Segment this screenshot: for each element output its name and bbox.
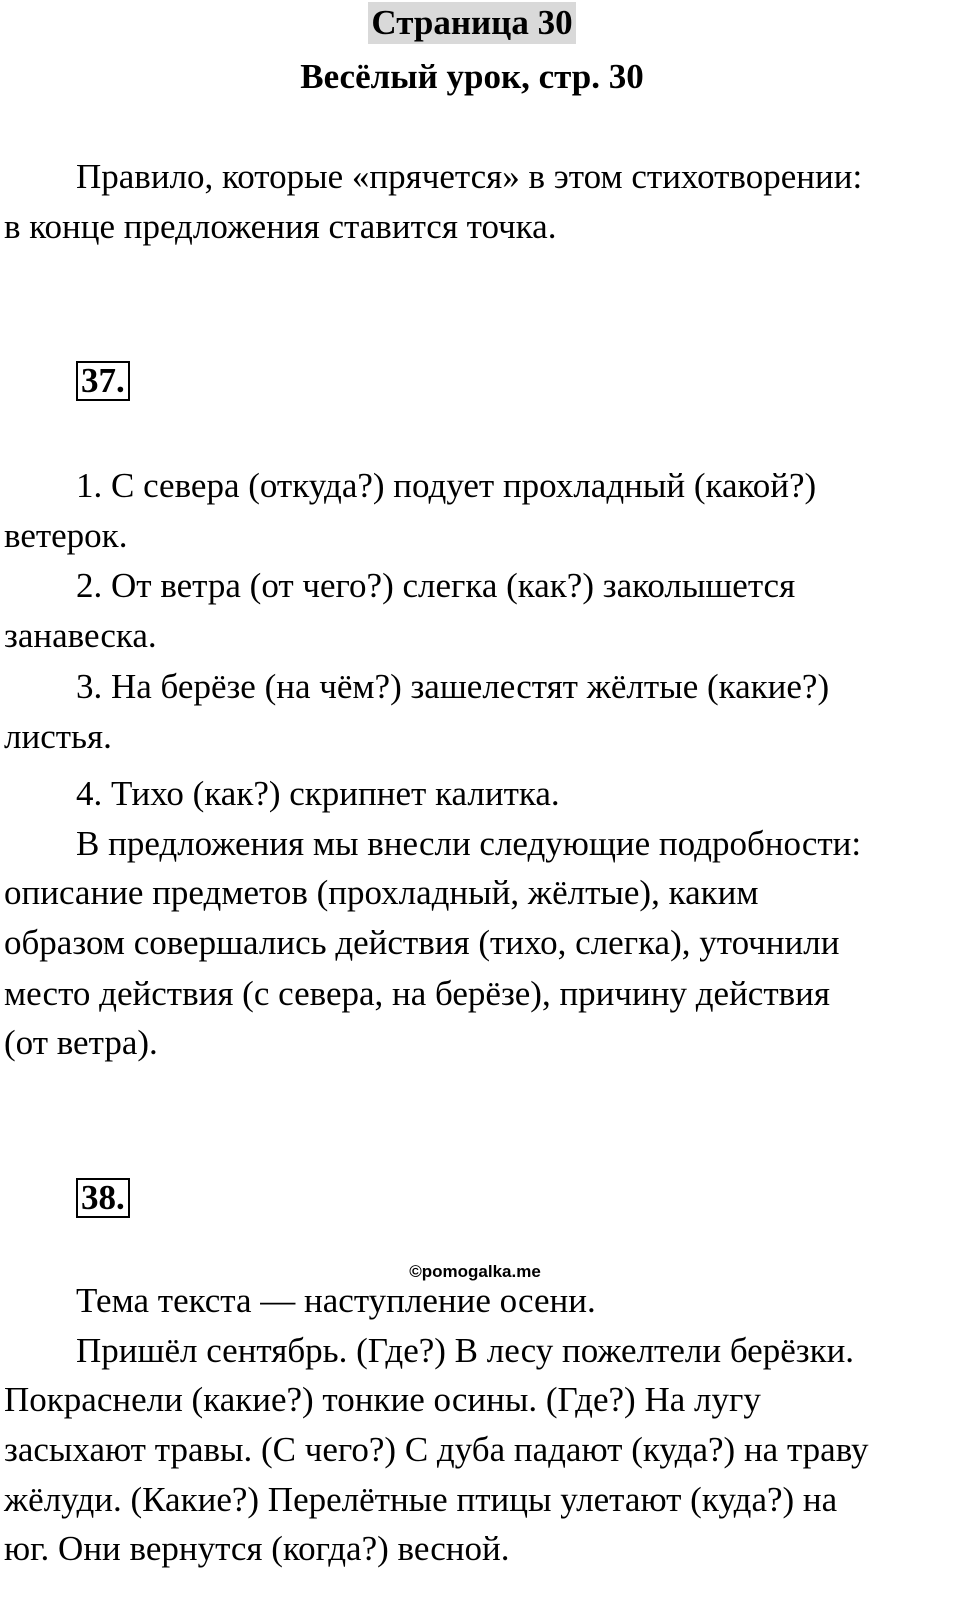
intro-line-1: [4, 152, 939, 202]
page-subtitle: Весёлый урок, стр. 30: [300, 57, 644, 96]
task-37-line: [4, 561, 939, 611]
page-title: Страница 30: [368, 2, 575, 44]
task-38-line: засыхают травы. (С чего?) С дуба падают (куда?) на траву: [4, 1430, 869, 1469]
task-37-line: листья.: [4, 717, 112, 756]
task-37-line: занавеска.: [4, 616, 157, 655]
task-37-line: (от ветра).: [4, 1023, 158, 1062]
watermark: ©pomogalka.me: [409, 1262, 541, 1281]
task-37-line-text: 1. С севера (откуда?) подует прохладный (какой?): [76, 466, 817, 505]
task-37-line: место действия (с севера, на берёзе), причину действия: [4, 974, 830, 1013]
task-37-line: ветерок.: [4, 516, 128, 555]
task-38-line-text: Пришёл сентябрь. (Где?) В лесу пожелтели берёзки.: [76, 1331, 855, 1370]
intro-line-2: в конце предложения ставится точка.: [4, 207, 557, 246]
task-37-line: описание предметов (прохладный, жёлтые), каким: [4, 873, 759, 912]
task-37-line: образом совершались действия (тихо, слегка), уточнили: [4, 923, 840, 962]
task-38-line: жёлуди. (Какие?) Перелётные птицы улетают (куда?) на: [4, 1480, 838, 1519]
task-38-number: 38.: [76, 1178, 130, 1218]
task-38-line: Покраснели (какие?) тонкие осины. (Где?) На лугу: [4, 1380, 761, 1419]
task-37-line: [4, 662, 939, 712]
intro-line-1-text: Правило, которые «прячется» в этом стихотворении:: [76, 157, 863, 196]
task-37-line: [4, 461, 939, 511]
task-38-line: [4, 1326, 939, 1376]
task-38-line: юг. Они вернутся (когда?) весной.: [4, 1529, 510, 1568]
task-37-line-text: 3. На берёзе (на чём?) зашелестят жёлтые (какие?): [76, 667, 830, 706]
task-38-line-text: Тема текста — наступление осени.: [76, 1281, 596, 1320]
task-37-line-text: 2. От ветра (от чего?) слегка (как?) заколышется: [76, 566, 796, 605]
task-38-line: [4, 1276, 939, 1326]
task-37-number: 37.: [76, 361, 130, 401]
task-37-line-text: В предложения мы внесли следующие подробности:: [76, 824, 862, 863]
task-37-line-text: 4. Тихо (как?) скрипнет калитка.: [76, 774, 560, 813]
task-37-line: [4, 819, 939, 869]
page-title-wrapper: [0, 2, 944, 44]
task-37-line: [4, 769, 939, 819]
